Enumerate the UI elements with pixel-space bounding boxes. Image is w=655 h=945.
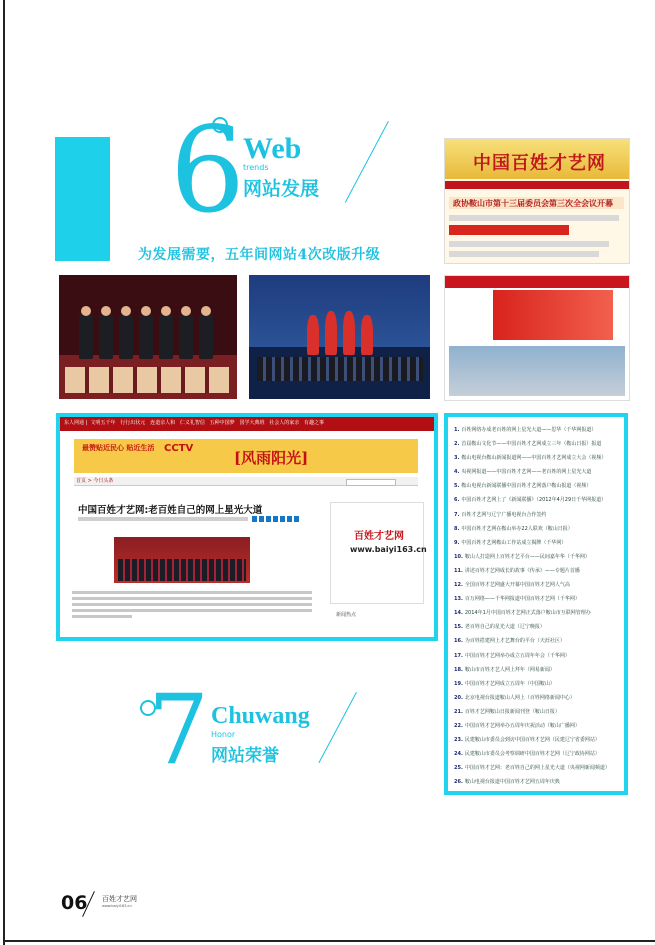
- honor-item: 1. 百姓网络办成老百姓的网上星光大道——思华（千华网报道）: [454, 427, 597, 433]
- article-side-domain: www.baiyi163.cn: [350, 545, 427, 554]
- honor-item: 19. 中国百姓才艺网成立五周年（中国鞍山）: [454, 680, 555, 687]
- honor-item: 5. 鞍山电视台新闻联播中国百姓才艺网落户鞍山报道（视频）: [454, 483, 592, 490]
- page-frame-bottom: [3, 940, 655, 942]
- article-ad-brand: CCTV: [164, 443, 194, 454]
- section6-title-zh: 网站发展: [243, 178, 320, 200]
- article-ad-left: 最赞贴近民心 贴近生活: [82, 444, 155, 452]
- section6-slash: [345, 121, 389, 203]
- honor-item: 16. 为百姓搭建网上才艺舞台的平台（天涯社区）: [454, 638, 565, 645]
- section7-ring-icon: [140, 700, 156, 716]
- section6-number: 6: [170, 101, 246, 239]
- footer-url: www.baiyi163.cn: [102, 904, 132, 908]
- article-side-brand: 百姓才艺网: [354, 531, 404, 542]
- article-side-heading: 新闻热点: [336, 612, 357, 618]
- honor-item: 14. 2014年1月中国百姓才艺网正式落户鞍山市互联网管理办: [454, 610, 591, 617]
- honor-item: 6. 中国百姓才艺网上了《新闻联播》（2012年4月29日千华网报道）: [454, 497, 607, 504]
- honor-item: 4. 央视网报道——中国百姓才艺网——老百姓的网上星光大道: [454, 469, 592, 476]
- honor-item: 13. 百万网络——千华网报道中国百姓才艺网（千华网）: [454, 596, 580, 603]
- section7-title-zh: 网站荣誉: [211, 746, 279, 766]
- article-photo: [114, 537, 250, 583]
- section6-ring-icon: [212, 117, 228, 133]
- honor-item: 20. 北京电视台报道鞍山人网上（百姓网络新闻中心）: [454, 694, 575, 701]
- article-search-box: [346, 479, 396, 486]
- honor-item: 7. 百姓才艺网与辽宁广播电视台合作签约: [454, 511, 547, 518]
- honor-item: 17. 中国百姓才艺网举办成立五周年年会（千华网）: [454, 652, 570, 659]
- screenshot-article: [56, 413, 438, 641]
- article-menu: 东人网通 | 文明五千年 行行出状元 连道亲人和 仁义礼智信 五种中国梦 国学大典班 社会人的家亲 有趣之事: [64, 420, 325, 426]
- honor-item: 9. 中国百姓才艺网鞍山工作站成立揭牌（千华网）: [454, 539, 567, 546]
- homepage-logo: 中国百姓才艺网: [473, 153, 606, 174]
- footer-brand: 百姓才艺网: [102, 895, 137, 903]
- honor-item: 21. 百姓才艺网鞍山日报新闻刊登（鞍山日报）: [454, 708, 560, 715]
- honor-item: 3. 鞍山电视台鞍山新闻报道网——中国百姓才艺网成立大会（视频）: [454, 455, 607, 462]
- screenshot-group-photo: [59, 275, 237, 399]
- section7-number: 7: [148, 682, 209, 778]
- section7-slash: [318, 692, 356, 763]
- honor-item: 24. 民建鞍山市委员会考察调研中国百姓才艺网（辽宁政协网站）: [454, 751, 600, 758]
- honor-item: 22. 中国百姓才艺网举办五周年庆祝活动（鞍山广播网）: [454, 722, 580, 729]
- screenshot-stage: [249, 275, 430, 399]
- honor-item: 26. 鞍山电视台报道中国百姓才艺网五周年庆典: [454, 779, 560, 786]
- honor-item: 8. 中国百姓才艺网在鞍山举办22人联欢（鞍山日报）: [454, 525, 573, 532]
- homepage-banner: 政协鞍山市第十三届委员会第三次全会议开幕: [453, 199, 613, 208]
- honor-item: 10. 鞍山人打造网上百姓才艺平台——民间嘉年华（千华网）: [454, 553, 590, 560]
- section6-subtitle-en: trends: [243, 163, 269, 172]
- honors-list: [444, 413, 628, 795]
- honor-item: 11. 讲述百姓才艺网成长的故事《传承》——专题片首播: [454, 567, 580, 574]
- section7-subtitle-en: Honor: [211, 730, 236, 739]
- section7-title-en: Chuwang: [211, 703, 310, 729]
- section6-title-en: Web: [243, 132, 302, 165]
- honor-item: 2. 首届鞍山文化节——中国百姓才艺网成立三年（鞍山日报）报道: [454, 441, 602, 448]
- honor-item: 18. 鞍山市百姓才艺人网上拜年（网易新闻）: [454, 666, 555, 673]
- section6-color-block: [55, 137, 110, 261]
- share-icons: [252, 516, 300, 522]
- article-breadcrumb: 首页 > 今日头条: [76, 478, 114, 484]
- page-number: 06: [61, 892, 88, 914]
- honor-item: 12. 全国百姓才艺网盛大开幕中国百姓才艺网人气高: [454, 582, 570, 589]
- honor-item: 25. 中国百姓才艺网：老百姓自己的网上星光大道（央视网新闻频道）: [454, 765, 610, 772]
- article-ad-main: [风雨阳光]: [234, 449, 309, 467]
- page-frame-left: [3, 0, 5, 945]
- honor-item: 23. 民建鞍山市委员会到访中国百姓才艺网（民建辽宁省委网站）: [454, 737, 600, 744]
- screenshot-homepage: [444, 138, 630, 264]
- article-headline: 中国百姓才艺网:老百姓自己的网上星光大道: [78, 505, 263, 516]
- honor-item: 15. 老百姓自己的星光大道（辽宁晚报）: [454, 624, 545, 631]
- section6-caption: 为发展需要，五年间网站4次改版升级: [138, 247, 381, 263]
- screenshot-flag: [444, 275, 630, 401]
